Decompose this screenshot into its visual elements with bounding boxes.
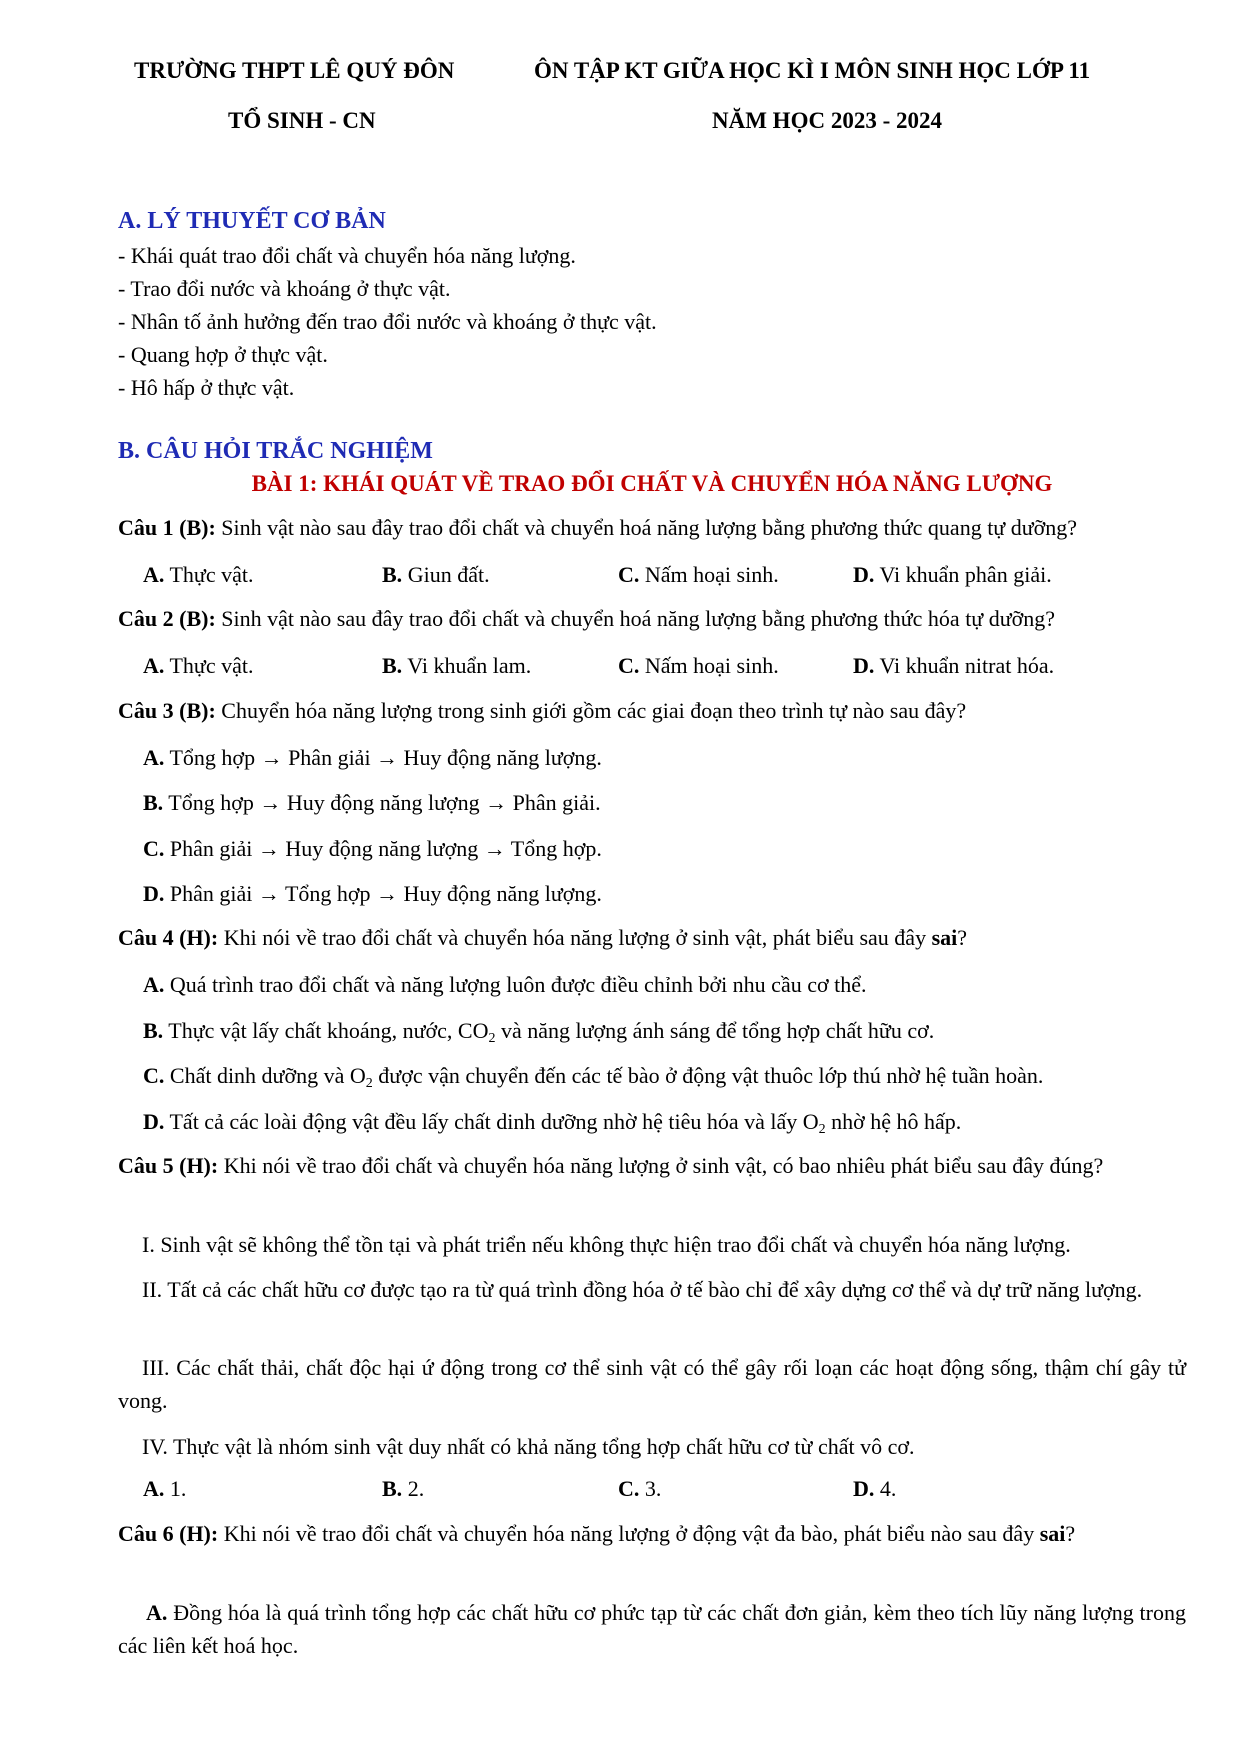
- option-d: D. Vi khuẩn nitrat hóa.: [853, 653, 1055, 678]
- question-3: [118, 694, 1186, 727]
- option-d: D. 4.: [853, 1476, 897, 1501]
- option-b: B. Giun đất.: [382, 562, 490, 587]
- exam-title: ÔN TẬP KT GIỮA HỌC KÌ I MÔN SINH HỌC LỚP 11: [534, 58, 1091, 83]
- question-text: Chuyển hóa năng lượng trong sinh giới gồm các giai đoạn theo trình tự nào sau đây?: [215, 698, 967, 723]
- lesson-title: BÀI 1: KHÁI QUÁT VỀ TRAO ĐỔI CHẤT VÀ CHUYỂN HÓA NĂNG LƯỢNG: [251, 471, 1053, 496]
- question-text: Sinh vật nào sau đây trao đổi chất và chuyển hoá năng lượng bằng phương thức hóa tự dưỡng?: [215, 606, 1056, 631]
- statement-1: I. Sinh vật sẽ không thể tồn tại và phát triển nếu không thực hiện trao đổi chất và chuyển hóa năng lượng.: [142, 1232, 1071, 1257]
- question-emphasis: sai: [1039, 1521, 1066, 1546]
- question-5: [118, 1149, 1186, 1182]
- question-label: Câu 6 (H):: [118, 1521, 219, 1546]
- question-label: Câu 5 (H):: [118, 1153, 219, 1178]
- option-c: C. Nấm hoại sinh.: [618, 653, 779, 678]
- option-b: B. Thực vật lấy chất khoáng, nước, $CO_2$ và năng lượng ánh sáng để tổng hợp chất hữu cơ.: [143, 1018, 935, 1046]
- section-b-title: B. CÂU HỎI TRẮC NGHIỆM: [118, 438, 433, 464]
- question-label: Câu 1 (B):: [118, 515, 216, 540]
- school-year: NĂM HỌC 2023 - 2024: [712, 108, 942, 133]
- theory-item: - Nhân tố ảnh hưởng đến trao đổi nước và khoáng ở thực vật.: [118, 309, 657, 334]
- school-name: TRƯỜNG THPT LÊ QUÝ ĐÔN: [134, 58, 455, 83]
- option-c: C. Phân giải → Huy động năng lượng → Tổng hợp.: [143, 836, 602, 861]
- question-1: [118, 511, 1186, 544]
- theory-item: - Trao đổi nước và khoáng ở thực vật.: [118, 276, 451, 301]
- option-a: A. Thực vật.: [143, 562, 254, 587]
- statement-2: II. Tất cả các chất hữu cơ được tạo ra từ quá trình đồng hóa ở tế bào chỉ để xây dựng cơ thể và dự trữ năng lượng.: [142, 1277, 1143, 1302]
- option-d: D. Phân giải → Tổng hợp → Huy động năng lượng.: [143, 881, 602, 906]
- option-c: C. Chất dinh dưỡng và $O_2$ được vận chuyển đến các tế bào ở động vật thuôc lớp thú nhờ hệ tuần hoàn.: [143, 1063, 1044, 1091]
- option-a: A. 1.: [143, 1476, 187, 1501]
- theory-item: - Quang hợp ở thực vật.: [118, 342, 328, 367]
- theory-item: - Hô hấp ở thực vật.: [118, 375, 295, 400]
- option-a: A. Thực vật.: [143, 653, 254, 678]
- statement-4: IV. Thực vật là nhóm sinh vật duy nhất có khả năng tổng hợp chất hữu cơ từ chất vô cơ.: [142, 1434, 915, 1459]
- theory-item: - Khái quát trao đổi chất và chuyển hóa năng lượng.: [118, 243, 576, 268]
- option-a: A. Quá trình trao đổi chất và năng lượng luôn được điều chỉnh bởi nhu cầu cơ thể.: [143, 972, 867, 997]
- option-d: D. Tất cả các loài động vật đều lấy chất dinh dưỡng nhờ hệ tiêu hóa và lấy $O_2$ nhờ hệ hô hấp.: [143, 1109, 962, 1137]
- option-c: C. 3.: [618, 1476, 662, 1501]
- statement-3: III. Các chất thải, chất độc hại ứ động trong cơ thể sinh vật có thể gây rối loạn các hoạt động sống, thậm chí gây tử vong.: [118, 1355, 1186, 1413]
- option-a: A. Đồng hóa là quá trình tổng hợp các chất hữu cơ phức tạp từ các chất đơn giản, kèm theo tích lũy năng lượng trong các liên kết hoá học.: [118, 1600, 1186, 1658]
- question-text: Khi nói về trao đổi chất và chuyển hóa năng lượng ở sinh vật, có bao nhiêu phát biểu sau đây đúng?: [218, 1153, 1104, 1178]
- question-text: Sinh vật nào sau đây trao đổi chất và chuyển hoá năng lượng bằng phương thức quang tự dưỡng?: [215, 515, 1078, 540]
- question-text: Khi nói về trao đổi chất và chuyển hóa năng lượng ở động vật đa bào, phát biểu nào sau đây: [218, 1521, 1040, 1546]
- question-label: Câu 4 (H):: [118, 925, 219, 950]
- section-a-title: A. LÝ THUYẾT CƠ BẢN: [118, 208, 386, 234]
- option-b: B. 2.: [382, 1476, 425, 1501]
- question-label: Câu 3 (B):: [118, 698, 216, 723]
- option-b: B. Tổng hợp → Huy động năng lượng → Phân giải.: [143, 790, 601, 815]
- question-label: Câu 2 (B):: [118, 606, 216, 631]
- option-a: A. Tổng hợp → Phân giải → Huy động năng lượng.: [143, 745, 602, 770]
- option-b: B. Vi khuẩn lam.: [382, 653, 532, 678]
- question-6: Câu 6 (H): Khi nói về trao đổi chất và chuyển hóa năng lượng ở động vật đa bào, phát biểu nào sau đây sai?: [118, 1521, 1076, 1546]
- question-2: [118, 602, 1186, 635]
- question-text: Khi nói về trao đổi chất và chuyển hóa năng lượng ở sinh vật, phát biểu sau đây: [218, 925, 932, 950]
- department-name: TỔ SINH - CN: [228, 108, 376, 133]
- option-c: C. Nấm hoại sinh.: [618, 562, 779, 587]
- option-d: D. Vi khuẩn phân giải.: [853, 562, 1052, 587]
- question-emphasis: sai: [931, 925, 958, 950]
- question-4: Câu 4 (H): Khi nói về trao đổi chất và chuyển hóa năng lượng ở sinh vật, phát biểu sau đây sai?: [118, 925, 968, 950]
